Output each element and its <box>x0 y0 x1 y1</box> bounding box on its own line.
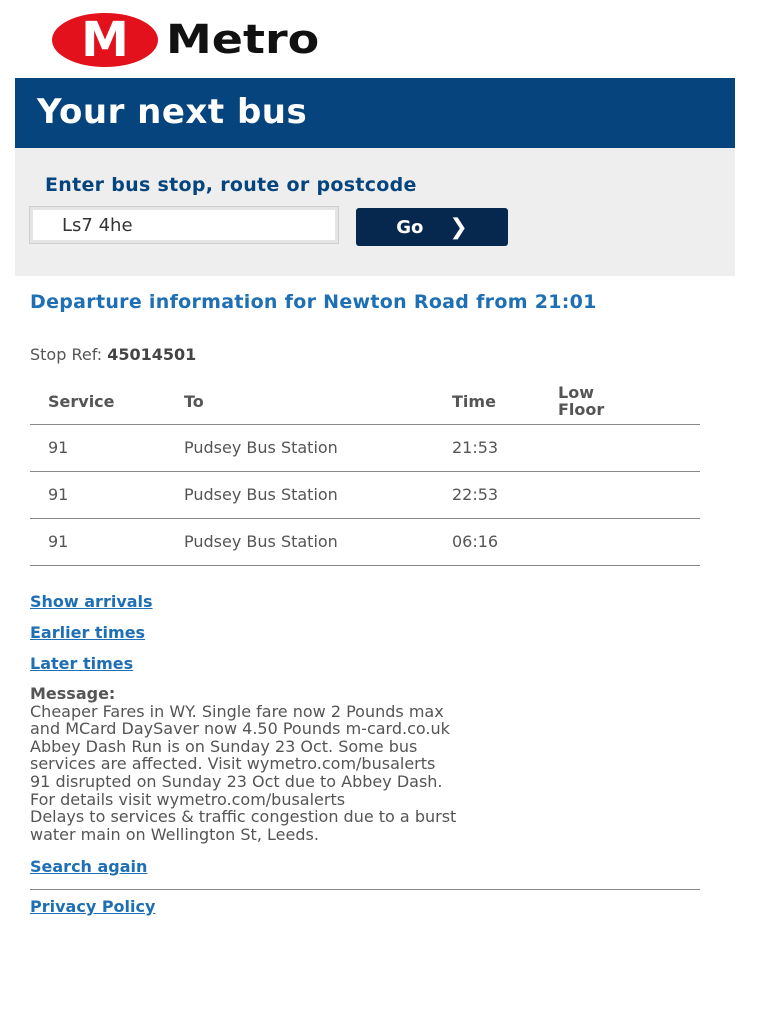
go-button-label: Go <box>396 216 424 238</box>
stop-ref-value: 45014501 <box>107 345 197 364</box>
departure-title: Departure information for Newton Road from 21:01 <box>30 291 597 313</box>
message-line: water main on Wellington St, Leeds. <box>30 824 319 844</box>
search-label: Enter bus stop, route or postcode <box>45 174 417 196</box>
search-panel <box>15 148 735 276</box>
cell-service: 91 <box>30 472 166 519</box>
table-header-row <box>30 380 700 425</box>
earlier-times-link[interactable]: Earlier times <box>30 623 146 642</box>
message-line: services are affected. Visit wymetro.com/busalerts <box>30 754 436 774</box>
message-line: and MCard DaySaver now 4.50 Pounds m-card.co.uk <box>30 719 450 739</box>
page-header-banner <box>15 78 735 148</box>
message-label: Message: <box>30 684 116 703</box>
cell-low-floor <box>540 519 700 566</box>
cell-time: 21:53 <box>434 425 540 472</box>
page-title: Your next bus <box>37 92 308 132</box>
message-line: 91 disrupted on Sunday 23 Oct due to Abbey Dash. <box>30 771 443 791</box>
search-again-link[interactable]: Search again <box>30 857 148 876</box>
cell-service: 91 <box>30 519 166 566</box>
metro-logo-mark: M <box>52 13 158 67</box>
cell-low-floor <box>540 472 700 519</box>
message-line: Cheaper Fares in WY. Single fare now 2 Pounds max <box>30 701 444 721</box>
column-header-low-floor: Low Floor <box>540 380 700 425</box>
metro-logo[interactable] <box>52 12 320 68</box>
message-line: For details visit wymetro.com/busalerts <box>30 789 346 809</box>
cell-to: Pudsey Bus Station <box>166 519 434 566</box>
divider <box>30 889 700 890</box>
search-input[interactable] <box>29 206 339 244</box>
later-times-link[interactable]: Later times <box>30 654 134 673</box>
stop-ref-label: Stop Ref: <box>30 345 103 364</box>
chevron-right-icon: ❯ <box>449 214 468 240</box>
stop-ref <box>30 345 196 364</box>
cell-service: 91 <box>30 425 166 472</box>
go-button[interactable] <box>356 208 508 246</box>
table-row <box>30 519 700 566</box>
table-row <box>30 425 700 472</box>
column-header-to: To <box>166 380 434 425</box>
table-row <box>30 472 700 519</box>
cell-time: 22:53 <box>434 472 540 519</box>
cell-to: Pudsey Bus Station <box>166 425 434 472</box>
column-header-time: Time <box>434 380 540 425</box>
cell-to: Pudsey Bus Station <box>166 472 434 519</box>
message-line: Abbey Dash Run is on Sunday 23 Oct. Some bus <box>30 736 418 756</box>
cell-time: 06:16 <box>434 519 540 566</box>
show-arrivals-link[interactable]: Show arrivals <box>30 592 153 611</box>
departures-table <box>30 380 700 566</box>
cell-low-floor <box>540 425 700 472</box>
privacy-policy-link[interactable]: Privacy Policy <box>30 897 156 916</box>
message-line: Delays to services & traffic congestion due to a burst <box>30 807 457 827</box>
metro-logo-text: Metro <box>166 17 320 63</box>
service-message <box>30 685 710 843</box>
column-header-service: Service <box>30 380 166 425</box>
